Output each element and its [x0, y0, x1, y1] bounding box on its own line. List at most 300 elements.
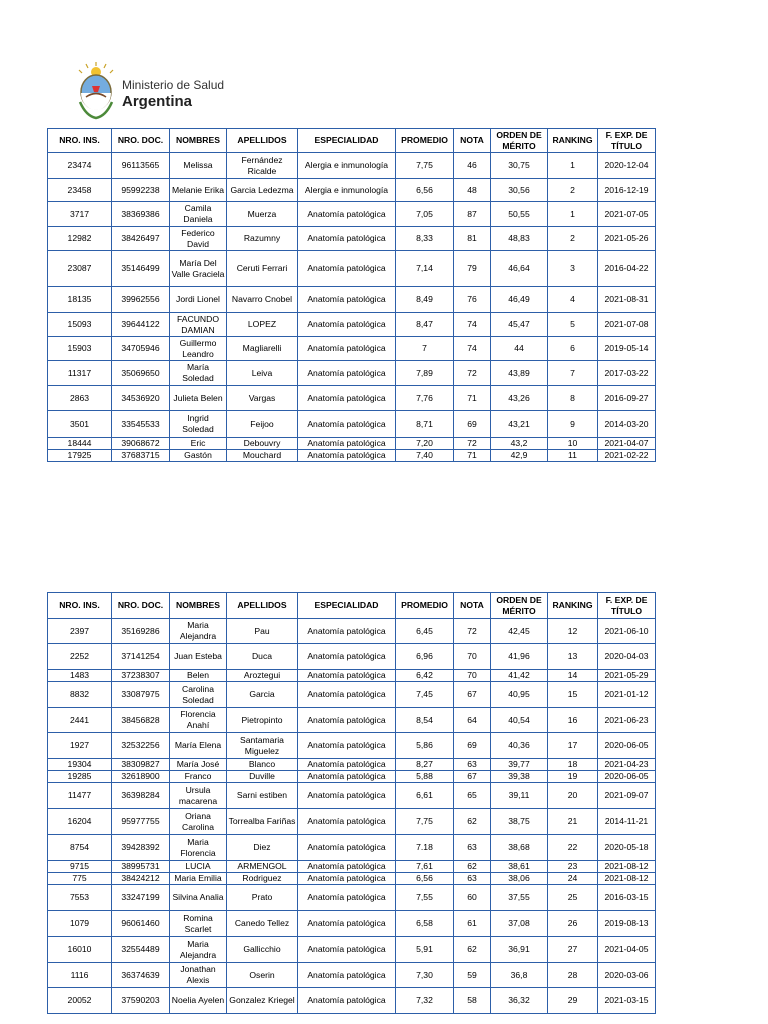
cell-nombres: Maria Alejandra — [170, 619, 227, 644]
col-header-ranking: RANKING — [548, 129, 598, 153]
cell-promedio: 7 — [396, 337, 454, 361]
cell-nro-doc: 38426497 — [112, 227, 170, 251]
cell-apellidos: Aroztegui — [227, 670, 298, 682]
col-header-nombres: NOMBRES — [170, 129, 227, 153]
cell-ranking: 21 — [548, 809, 598, 835]
cell-orden-merito: 41,96 — [491, 644, 548, 670]
cell-apellidos: Torrealba Fariñas — [227, 809, 298, 835]
cell-nro-ins: 1079 — [48, 911, 112, 937]
cell-fecha-titulo: 2021-05-26 — [598, 227, 656, 251]
cell-ranking: 11 — [548, 450, 598, 462]
cell-fecha-titulo: 2019-08-13 — [598, 911, 656, 937]
cell-nota: 72 — [454, 438, 491, 450]
table-row — [48, 411, 656, 438]
cell-nota: 59 — [454, 963, 491, 988]
cell-orden-merito: 40,36 — [491, 733, 548, 759]
cell-especialidad: Anatomía patológica — [298, 771, 396, 783]
cell-promedio: 8,27 — [396, 759, 454, 771]
ranking-table-1 — [47, 128, 656, 462]
cell-especialidad: Anatomía patológica — [298, 733, 396, 759]
table-row — [48, 251, 656, 287]
cell-especialidad: Anatomía patológica — [298, 759, 396, 771]
col-header-nota: NOTA — [454, 593, 491, 619]
col-header-especialidad: ESPECIALIDAD — [298, 593, 396, 619]
cell-orden-merito: 46,49 — [491, 287, 548, 313]
cell-orden-merito: 36,91 — [491, 937, 548, 963]
cell-orden-merito: 30,56 — [491, 179, 548, 202]
col-header-orden-merito: ORDEN DE MÉRITO — [491, 129, 548, 153]
table-row — [48, 313, 656, 337]
cell-promedio: 7,05 — [396, 202, 454, 227]
cell-nota: 69 — [454, 733, 491, 759]
cell-especialidad: Alergia e inmunología — [298, 153, 396, 179]
cell-apellidos: Ceruti Ferrari — [227, 251, 298, 287]
cell-fecha-titulo: 2021-04-05 — [598, 937, 656, 963]
cell-fecha-titulo: 2017-03-22 — [598, 361, 656, 386]
cell-orden-merito: 42,9 — [491, 450, 548, 462]
cell-nro-doc: 39962556 — [112, 287, 170, 313]
cell-apellidos: Leiva — [227, 361, 298, 386]
cell-fecha-titulo: 2020-06-05 — [598, 771, 656, 783]
cell-nro-doc: 38424212 — [112, 873, 170, 885]
cell-orden-merito: 41,42 — [491, 670, 548, 682]
cell-nro-doc: 33087975 — [112, 682, 170, 708]
table-row — [48, 386, 656, 411]
cell-orden-merito: 44 — [491, 337, 548, 361]
cell-nro-ins: 15903 — [48, 337, 112, 361]
cell-fecha-titulo: 2020-06-05 — [598, 733, 656, 759]
cell-nro-ins: 2441 — [48, 708, 112, 733]
cell-especialidad: Anatomía patológica — [298, 287, 396, 313]
cell-nombres: Silvina Analia — [170, 885, 227, 911]
cell-ranking: 1 — [548, 153, 598, 179]
cell-nro-doc: 33247199 — [112, 885, 170, 911]
cell-nro-ins: 23087 — [48, 251, 112, 287]
col-header-orden-merito: ORDEN DE MÉRITO — [491, 593, 548, 619]
cell-especialidad: Anatomía patológica — [298, 450, 396, 462]
cell-especialidad: Anatomía patológica — [298, 861, 396, 873]
cell-nro-doc: 37590203 — [112, 988, 170, 1014]
cell-ranking: 2 — [548, 227, 598, 251]
cell-orden-merito: 43,89 — [491, 361, 548, 386]
cell-apellidos: Duca — [227, 644, 298, 670]
cell-nro-doc: 35146499 — [112, 251, 170, 287]
cell-fecha-titulo: 2021-07-08 — [598, 313, 656, 337]
cell-fecha-titulo: 2021-03-15 — [598, 988, 656, 1014]
cell-especialidad: Anatomía patológica — [298, 644, 396, 670]
cell-promedio: 7,61 — [396, 861, 454, 873]
ministry-name: Ministerio de Salud — [122, 78, 225, 92]
cell-nro-doc: 32618900 — [112, 771, 170, 783]
col-header-fecha-titulo: F. EXP. DE TÍTULO — [598, 593, 656, 619]
cell-promedio: 8,71 — [396, 411, 454, 438]
table-row — [48, 202, 656, 227]
cell-orden-merito: 37,55 — [491, 885, 548, 911]
cell-especialidad: Anatomía patológica — [298, 885, 396, 911]
cell-apellidos: LOPEZ — [227, 313, 298, 337]
cell-nota: 64 — [454, 708, 491, 733]
cell-promedio: 6,56 — [396, 873, 454, 885]
cell-nota: 70 — [454, 644, 491, 670]
cell-apellidos: Duville — [227, 771, 298, 783]
country-name: Argentina — [122, 93, 193, 110]
cell-nro-ins: 18444 — [48, 438, 112, 450]
cell-nro-ins: 19285 — [48, 771, 112, 783]
cell-nro-doc: 35169286 — [112, 619, 170, 644]
cell-nota: 60 — [454, 885, 491, 911]
cell-nro-doc: 33545533 — [112, 411, 170, 438]
table-row — [48, 670, 656, 682]
coat-of-arms-icon — [76, 62, 116, 120]
col-header-apellidos: APELLIDOS — [227, 593, 298, 619]
cell-promedio: 7,20 — [396, 438, 454, 450]
cell-promedio: 7,75 — [396, 809, 454, 835]
cell-nro-ins: 2863 — [48, 386, 112, 411]
cell-promedio: 6,42 — [396, 670, 454, 682]
cell-fecha-titulo: 2014-03-20 — [598, 411, 656, 438]
cell-promedio: 6,45 — [396, 619, 454, 644]
cell-ranking: 1 — [548, 202, 598, 227]
col-header-nro-doc: NRO. DOC. — [112, 129, 170, 153]
cell-nombres: María José — [170, 759, 227, 771]
cell-nro-doc: 37141254 — [112, 644, 170, 670]
cell-nro-doc: 96113565 — [112, 153, 170, 179]
cell-orden-merito: 43,2 — [491, 438, 548, 450]
cell-ranking: 9 — [548, 411, 598, 438]
cell-apellidos: Feijoo — [227, 411, 298, 438]
cell-promedio: 8,33 — [396, 227, 454, 251]
cell-nota: 76 — [454, 287, 491, 313]
cell-nota: 81 — [454, 227, 491, 251]
cell-nota: 67 — [454, 771, 491, 783]
cell-apellidos: Rodriguez — [227, 873, 298, 885]
col-header-especialidad: ESPECIALIDAD — [298, 129, 396, 153]
cell-apellidos: Debouvry — [227, 438, 298, 450]
cell-fecha-titulo: 2021-05-29 — [598, 670, 656, 682]
cell-fecha-titulo: 2021-01-12 — [598, 682, 656, 708]
cell-nota: 72 — [454, 619, 491, 644]
cell-fecha-titulo: 2016-12-19 — [598, 179, 656, 202]
cell-promedio: 7,76 — [396, 386, 454, 411]
cell-ranking: 7 — [548, 361, 598, 386]
cell-nombres: Franco — [170, 771, 227, 783]
cell-nombres: Maria Emilia — [170, 873, 227, 885]
cell-apellidos: ARMENGOL — [227, 861, 298, 873]
cell-orden-merito: 30,75 — [491, 153, 548, 179]
cell-ranking: 8 — [548, 386, 598, 411]
cell-nota: 67 — [454, 682, 491, 708]
cell-especialidad: Anatomía patológica — [298, 619, 396, 644]
cell-promedio: 5,86 — [396, 733, 454, 759]
cell-nro-ins: 17925 — [48, 450, 112, 462]
table-row — [48, 227, 656, 251]
cell-nombres: Melissa — [170, 153, 227, 179]
cell-nombres: Eric — [170, 438, 227, 450]
cell-nombres: Jonathan Alexis — [170, 963, 227, 988]
cell-nombres: Noelia Ayelen — [170, 988, 227, 1014]
cell-nro-ins: 1116 — [48, 963, 112, 988]
cell-ranking: 2 — [548, 179, 598, 202]
col-header-promedio: PROMEDIO — [396, 593, 454, 619]
cell-fecha-titulo: 2021-04-23 — [598, 759, 656, 771]
cell-nro-ins: 9715 — [48, 861, 112, 873]
cell-nro-doc: 38309827 — [112, 759, 170, 771]
cell-promedio: 6,56 — [396, 179, 454, 202]
cell-apellidos: Gallicchio — [227, 937, 298, 963]
cell-nota: 62 — [454, 937, 491, 963]
cell-promedio: 7,14 — [396, 251, 454, 287]
table-row — [48, 783, 656, 809]
cell-nro-ins: 3717 — [48, 202, 112, 227]
cell-orden-merito: 36,8 — [491, 963, 548, 988]
table-row — [48, 937, 656, 963]
cell-nro-doc: 96061460 — [112, 911, 170, 937]
cell-nro-doc: 35069650 — [112, 361, 170, 386]
cell-fecha-titulo: 2021-07-05 — [598, 202, 656, 227]
col-header-fecha-titulo: F. EXP. DE TÍTULO — [598, 129, 656, 153]
cell-promedio: 8,54 — [396, 708, 454, 733]
cell-especialidad: Anatomía patológica — [298, 411, 396, 438]
table-row — [48, 708, 656, 733]
cell-ranking: 20 — [548, 783, 598, 809]
cell-nota: 61 — [454, 911, 491, 937]
cell-nombres: Maria Florencia — [170, 835, 227, 861]
cell-nro-ins: 16010 — [48, 937, 112, 963]
cell-nombres: Gastón — [170, 450, 227, 462]
cell-ranking: 19 — [548, 771, 598, 783]
cell-promedio: 7,55 — [396, 885, 454, 911]
cell-ranking: 28 — [548, 963, 598, 988]
cell-nro-ins: 8754 — [48, 835, 112, 861]
col-header-nombres: NOMBRES — [170, 593, 227, 619]
cell-especialidad: Anatomía patológica — [298, 337, 396, 361]
table-row — [48, 619, 656, 644]
table-row — [48, 963, 656, 988]
cell-nombres: Belen — [170, 670, 227, 682]
cell-orden-merito: 38,06 — [491, 873, 548, 885]
cell-fecha-titulo: 2014-11-21 — [598, 809, 656, 835]
cell-nota: 70 — [454, 670, 491, 682]
cell-nota: 69 — [454, 411, 491, 438]
table-row — [48, 873, 656, 885]
cell-especialidad: Anatomía patológica — [298, 911, 396, 937]
cell-nro-ins: 18135 — [48, 287, 112, 313]
table-row — [48, 771, 656, 783]
cell-especialidad: Anatomía patológica — [298, 313, 396, 337]
cell-nro-doc: 39068672 — [112, 438, 170, 450]
cell-nota: 63 — [454, 835, 491, 861]
cell-especialidad: Anatomía patológica — [298, 670, 396, 682]
cell-nota: 46 — [454, 153, 491, 179]
cell-ranking: 3 — [548, 251, 598, 287]
cell-nro-doc: 39428392 — [112, 835, 170, 861]
cell-nota: 48 — [454, 179, 491, 202]
cell-promedio: 7,45 — [396, 682, 454, 708]
cell-nro-ins: 7553 — [48, 885, 112, 911]
cell-nombres: Romina Scarlet — [170, 911, 227, 937]
cell-ranking: 23 — [548, 861, 598, 873]
cell-ranking: 26 — [548, 911, 598, 937]
cell-nro-ins: 1927 — [48, 733, 112, 759]
cell-orden-merito: 42,45 — [491, 619, 548, 644]
col-header-nota: NOTA — [454, 129, 491, 153]
cell-nro-ins: 19304 — [48, 759, 112, 771]
cell-nota: 62 — [454, 809, 491, 835]
cell-apellidos: Mouchard — [227, 450, 298, 462]
cell-apellidos: Razumny — [227, 227, 298, 251]
cell-nro-ins: 12982 — [48, 227, 112, 251]
cell-promedio: 8,49 — [396, 287, 454, 313]
table-row — [48, 644, 656, 670]
cell-promedio: 8,47 — [396, 313, 454, 337]
cell-especialidad: Anatomía patológica — [298, 202, 396, 227]
table-row — [48, 450, 656, 462]
cell-apellidos: Blanco — [227, 759, 298, 771]
cell-orden-merito: 48,83 — [491, 227, 548, 251]
cell-nro-doc: 36398284 — [112, 783, 170, 809]
cell-ranking: 17 — [548, 733, 598, 759]
table-row — [48, 809, 656, 835]
cell-promedio: 7,75 — [396, 153, 454, 179]
cell-apellidos: Vargas — [227, 386, 298, 411]
cell-nombres: Ingrid Soledad — [170, 411, 227, 438]
cell-apellidos: Pietropinto — [227, 708, 298, 733]
table-row — [48, 361, 656, 386]
cell-promedio: 7,30 — [396, 963, 454, 988]
cell-nro-doc: 95992238 — [112, 179, 170, 202]
col-header-nro-ins: NRO. INS. — [48, 129, 112, 153]
cell-nombres: Oriana Carolina — [170, 809, 227, 835]
col-header-apellidos: APELLIDOS — [227, 129, 298, 153]
cell-orden-merito: 43,21 — [491, 411, 548, 438]
col-header-ranking: RANKING — [548, 593, 598, 619]
cell-nombres: Melanie Erika — [170, 179, 227, 202]
cell-nota: 58 — [454, 988, 491, 1014]
cell-fecha-titulo: 2021-02-22 — [598, 450, 656, 462]
cell-nota: 63 — [454, 873, 491, 885]
cell-orden-merito: 45,47 — [491, 313, 548, 337]
cell-apellidos: Magliarelli — [227, 337, 298, 361]
cell-nombres: LUCIA — [170, 861, 227, 873]
cell-nro-ins: 20052 — [48, 988, 112, 1014]
cell-apellidos: Oserin — [227, 963, 298, 988]
table-row — [48, 438, 656, 450]
cell-ranking: 27 — [548, 937, 598, 963]
cell-ranking: 12 — [548, 619, 598, 644]
table-row — [48, 759, 656, 771]
table-header-row — [48, 593, 656, 619]
cell-ranking: 10 — [548, 438, 598, 450]
cell-nro-ins: 11317 — [48, 361, 112, 386]
cell-especialidad: Anatomía patológica — [298, 809, 396, 835]
cell-fecha-titulo: 2020-03-06 — [598, 963, 656, 988]
cell-ranking: 5 — [548, 313, 598, 337]
cell-nota: 65 — [454, 783, 491, 809]
cell-nro-doc: 95977755 — [112, 809, 170, 835]
cell-ranking: 25 — [548, 885, 598, 911]
cell-nombres: Carolina Soledad — [170, 682, 227, 708]
cell-ranking: 22 — [548, 835, 598, 861]
cell-orden-merito: 39,11 — [491, 783, 548, 809]
cell-ranking: 6 — [548, 337, 598, 361]
cell-apellidos: Sarni estiben — [227, 783, 298, 809]
cell-nro-doc: 32532256 — [112, 733, 170, 759]
cell-nombres: María Soledad — [170, 361, 227, 386]
cell-nombres: María Elena — [170, 733, 227, 759]
cell-nombres: Florencia Anahí — [170, 708, 227, 733]
cell-especialidad: Anatomía patológica — [298, 227, 396, 251]
cell-nro-doc: 38369386 — [112, 202, 170, 227]
cell-nota: 74 — [454, 313, 491, 337]
cell-nombres: FACUNDO DAMIAN — [170, 313, 227, 337]
cell-orden-merito: 38,75 — [491, 809, 548, 835]
table-row — [48, 337, 656, 361]
cell-ranking: 14 — [548, 670, 598, 682]
cell-especialidad: Anatomía patológica — [298, 386, 396, 411]
cell-nota: 63 — [454, 759, 491, 771]
cell-nro-doc: 34705946 — [112, 337, 170, 361]
cell-fecha-titulo: 2021-06-23 — [598, 708, 656, 733]
cell-nombres: Jordi Lionel — [170, 287, 227, 313]
cell-especialidad: Anatomía patológica — [298, 835, 396, 861]
cell-fecha-titulo: 2020-05-18 — [598, 835, 656, 861]
cell-fecha-titulo: 2016-03-15 — [598, 885, 656, 911]
cell-especialidad: Anatomía patológica — [298, 963, 396, 988]
cell-orden-merito: 39,77 — [491, 759, 548, 771]
cell-nota: 79 — [454, 251, 491, 287]
cell-apellidos: Muerza — [227, 202, 298, 227]
cell-nro-doc: 34536920 — [112, 386, 170, 411]
cell-nombres: Guillermo Leandro — [170, 337, 227, 361]
table-row — [48, 835, 656, 861]
cell-apellidos: Santamaria Miguelez — [227, 733, 298, 759]
cell-nro-doc: 38456828 — [112, 708, 170, 733]
cell-nro-ins: 23474 — [48, 153, 112, 179]
cell-orden-merito: 50,55 — [491, 202, 548, 227]
cell-nombres: Juan Esteba — [170, 644, 227, 670]
cell-nota: 71 — [454, 386, 491, 411]
col-header-nro-doc: NRO. DOC. — [112, 593, 170, 619]
table-row — [48, 861, 656, 873]
table-row — [48, 287, 656, 313]
cell-ranking: 24 — [548, 873, 598, 885]
cell-nombres: Ursula macarena — [170, 783, 227, 809]
cell-especialidad: Anatomía patológica — [298, 937, 396, 963]
cell-promedio: 7.18 — [396, 835, 454, 861]
cell-fecha-titulo: 2019-05-14 — [598, 337, 656, 361]
table-row — [48, 885, 656, 911]
cell-apellidos: Navarro Cnobel — [227, 287, 298, 313]
cell-promedio: 7,32 — [396, 988, 454, 1014]
ministry-logo — [76, 62, 256, 122]
cell-fecha-titulo: 2020-12-04 — [598, 153, 656, 179]
cell-especialidad: Anatomía patológica — [298, 783, 396, 809]
cell-ranking: 16 — [548, 708, 598, 733]
cell-promedio: 7,89 — [396, 361, 454, 386]
cell-apellidos: Fernández Ricalde — [227, 153, 298, 179]
cell-fecha-titulo: 2021-08-12 — [598, 873, 656, 885]
cell-nro-ins: 15093 — [48, 313, 112, 337]
cell-promedio: 5,88 — [396, 771, 454, 783]
cell-orden-merito: 43,26 — [491, 386, 548, 411]
cell-nro-ins: 16204 — [48, 809, 112, 835]
cell-apellidos: Diez — [227, 835, 298, 861]
cell-nro-ins: 8832 — [48, 682, 112, 708]
cell-especialidad: Anatomía patológica — [298, 251, 396, 287]
cell-nombres: Camila Daniela — [170, 202, 227, 227]
cell-fecha-titulo: 2021-09-07 — [598, 783, 656, 809]
cell-fecha-titulo: 2021-06-10 — [598, 619, 656, 644]
